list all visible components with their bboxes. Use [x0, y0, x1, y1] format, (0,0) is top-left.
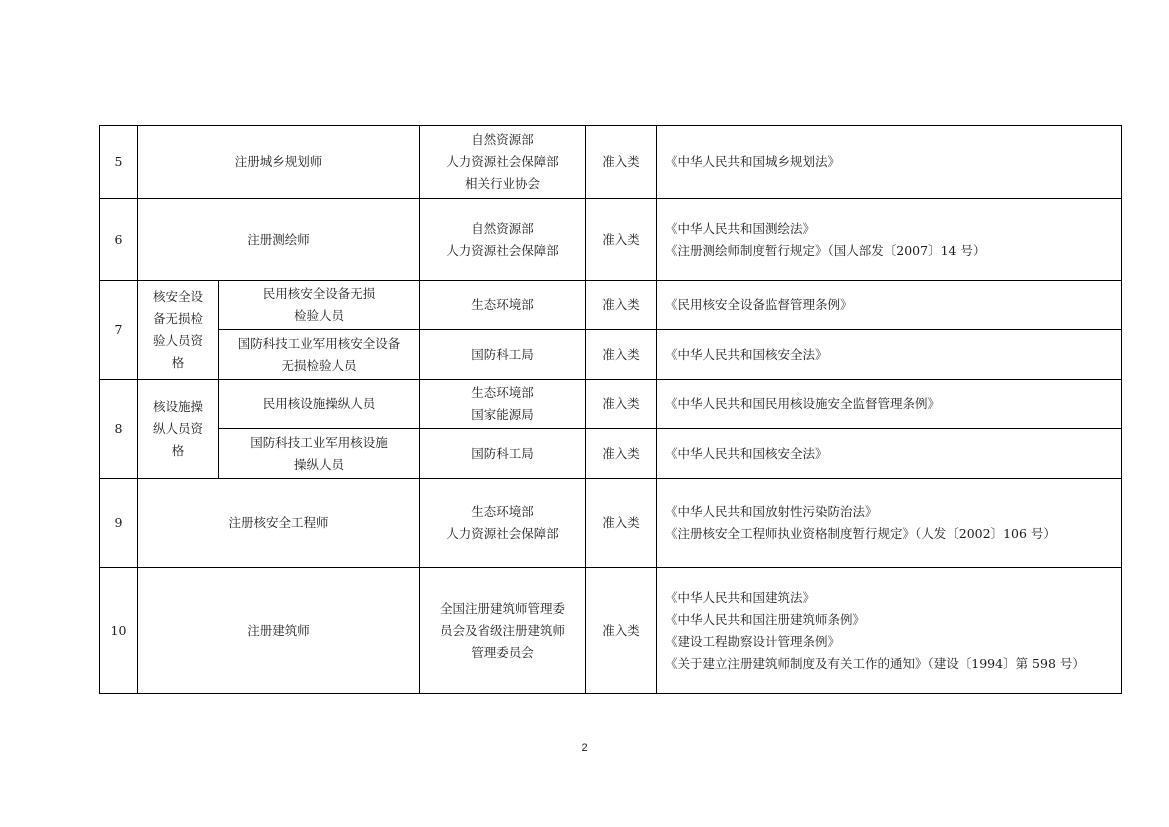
department-line: 员会及省级注册建筑师	[440, 622, 566, 638]
department-line: 国防科工局	[471, 346, 534, 362]
qualification-name: 注册城乡规划师	[138, 126, 420, 199]
row-number: 5	[100, 126, 138, 199]
group-name-line: 核安全设	[152, 289, 203, 304]
category: 准入类	[586, 429, 657, 479]
department-line: 管理委员会	[471, 644, 534, 660]
category: 准入类	[586, 199, 657, 281]
legal-basis	[657, 126, 1122, 199]
row-number: 10	[100, 568, 138, 694]
department-line: 相关行业协会	[465, 176, 541, 191]
table-row	[100, 380, 1122, 429]
department-line: 生态环境部	[471, 504, 534, 519]
name-line: 无损检验人员	[281, 357, 357, 373]
legal-basis	[657, 429, 1122, 479]
basis-line: 《建设工程勘察设计管理条例》	[665, 633, 841, 649]
basis-line: 《注册核安全工程师执业资格制度暂行规定》（人发〔2002〕106 号）	[665, 526, 1056, 541]
legal-basis	[657, 330, 1122, 380]
department-line: 人力资源社会保障部	[446, 242, 559, 258]
departments	[420, 429, 586, 479]
basis-line: 《中华人民共和国放射性污染防治法》	[665, 504, 878, 519]
table-row	[100, 568, 1122, 694]
department-line: 国防科工局	[471, 445, 534, 461]
qualification-name: 注册测绘师	[138, 199, 420, 281]
table-row	[100, 281, 1122, 330]
name-line: 民用核设施操纵人员	[262, 396, 376, 411]
department-line: 国家能源局	[471, 407, 534, 422]
table-row	[100, 429, 1122, 479]
basis-line: 《中华人民共和国民用核设施安全监督管理条例》	[665, 396, 941, 411]
qualification-group-name	[138, 281, 219, 380]
qualification-table	[99, 125, 1122, 694]
name-line: 检验人员	[294, 308, 345, 323]
group-name-line: 核设施操	[152, 399, 203, 414]
departments	[420, 568, 586, 694]
group-name-line: 验人员资	[152, 333, 203, 348]
name-line: 国防科技工业军用核设施	[250, 434, 388, 450]
basis-line: 《中华人民共和国城乡规划法》	[665, 154, 841, 169]
department-line: 生态环境部	[471, 297, 534, 312]
departments	[420, 281, 586, 330]
group-name-line: 格	[171, 355, 185, 370]
departments	[420, 126, 586, 199]
legal-basis	[657, 479, 1122, 568]
row-number: 9	[100, 479, 138, 568]
legal-basis	[657, 281, 1122, 330]
category: 准入类	[586, 479, 657, 568]
departments	[420, 330, 586, 380]
department-line: 人力资源社会保障部	[446, 154, 559, 169]
table-row	[100, 126, 1122, 199]
row-number: 6	[100, 199, 138, 281]
basis-line: 《中华人民共和国核安全法》	[665, 445, 828, 461]
category: 准入类	[586, 380, 657, 429]
category: 准入类	[586, 330, 657, 380]
legal-basis	[657, 199, 1122, 281]
basis-line: 《中华人民共和国核安全法》	[665, 346, 828, 362]
table-row	[100, 479, 1122, 568]
legal-basis	[657, 380, 1122, 429]
basis-line: 《中华人民共和国注册建筑师条例》	[665, 611, 866, 627]
name-line: 民用核安全设备无损	[262, 286, 376, 301]
departments	[420, 479, 586, 568]
category: 准入类	[586, 568, 657, 694]
group-name-line: 备无损检	[152, 311, 203, 326]
row-number: 7	[100, 281, 138, 380]
qualification-group-name	[138, 380, 219, 479]
group-name-line: 纵人员资	[152, 421, 203, 436]
basis-line: 《关于建立注册建筑师制度及有关工作的通知》（建设〔1994〕第 598 号）	[665, 655, 1085, 671]
qualification-name: 注册核安全工程师	[138, 479, 420, 568]
qualification-name	[219, 281, 420, 330]
qualification-name	[219, 330, 420, 380]
qualification-name	[219, 429, 420, 479]
page-number: 2	[581, 742, 588, 754]
name-line: 国防科技工业军用核安全设备	[237, 335, 401, 351]
table-row	[100, 199, 1122, 281]
basis-line: 《注册测绘师制度暂行规定》（国人部发〔2007〕14 号）	[665, 242, 986, 258]
group-name-line: 格	[171, 443, 185, 458]
departments	[420, 199, 586, 281]
name-line: 操纵人员	[294, 456, 345, 472]
department-line: 生态环境部	[471, 385, 534, 400]
category: 准入类	[586, 126, 657, 199]
table-row	[100, 330, 1122, 380]
qualification-name: 注册建筑师	[138, 568, 420, 694]
row-number: 8	[100, 380, 138, 479]
departments	[420, 380, 586, 429]
category: 准入类	[586, 281, 657, 330]
department-line: 全国注册建筑师管理委	[440, 600, 566, 616]
qualification-name	[219, 380, 420, 429]
department-line: 自然资源部	[471, 132, 534, 147]
department-line: 自然资源部	[471, 220, 534, 236]
basis-line: 《民用核安全设备监督管理条例》	[665, 297, 853, 312]
department-line: 人力资源社会保障部	[446, 526, 559, 541]
legal-basis	[657, 568, 1122, 694]
basis-line: 《中华人民共和国测绘法》	[665, 220, 816, 236]
basis-line: 《中华人民共和国建筑法》	[665, 589, 816, 605]
